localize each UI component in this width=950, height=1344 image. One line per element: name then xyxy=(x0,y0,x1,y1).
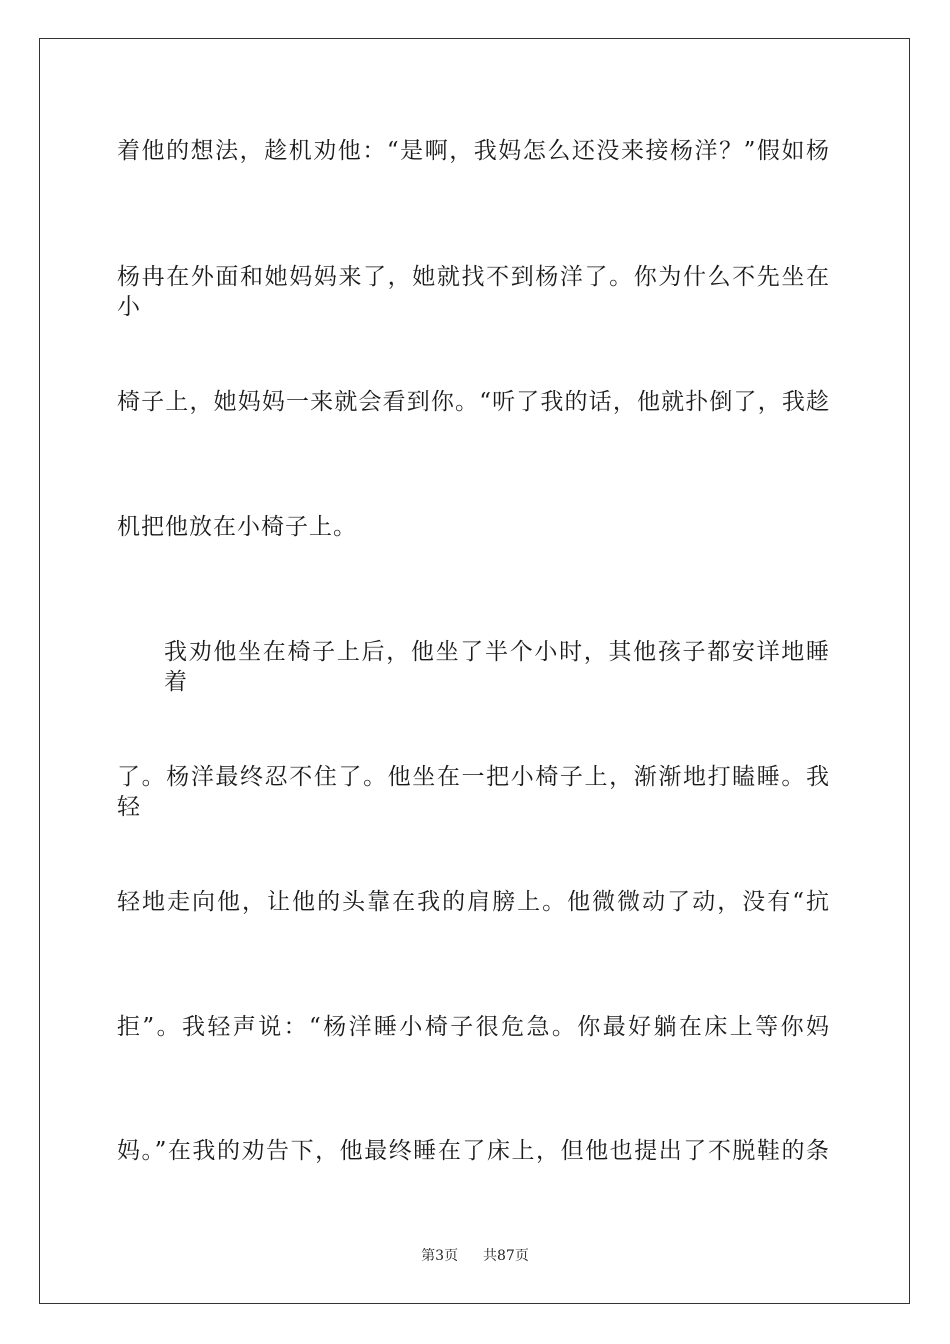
paragraph-line: 轻地走向他，让他的头靠在我的肩膀上。他微微动了动，没有“抗 xyxy=(117,889,830,915)
page-total: 共87页 xyxy=(483,1248,529,1264)
page-footer xyxy=(0,1247,950,1265)
paragraph-line: 机把他放在小椅子上。 xyxy=(117,514,357,540)
paragraph-line: 妈。”在我的劝告下，他最终睡在了床上，但他也提出了不脱鞋的条 xyxy=(117,1138,830,1164)
paragraph-line: 椅子上，她妈妈一来就会看到你。“听了我的话，他就扑倒了，我趁 xyxy=(117,389,830,415)
paragraph-line: 杨冉在外面和她妈妈来了，她就找不到杨洋了。你为什么不先坐在小 xyxy=(117,264,830,320)
paragraph-line-indented: 我劝他坐在椅子上后，他坐了半个小时，其他孩子都安详地睡着 xyxy=(164,639,830,695)
page-number: 第3页 xyxy=(421,1248,459,1264)
paragraph-line: 着他的想法，趁机劝他：“是啊，我妈怎么还没来接杨洋？”假如杨 xyxy=(117,138,830,164)
paragraph-line: 了。杨洋最终忍不住了。他坐在一把小椅子上，渐渐地打瞌睡。我轻 xyxy=(117,764,830,820)
paragraph-line: 拒”。我轻声说：“杨洋睡小椅子很危急。你最好躺在床上等你妈 xyxy=(117,1014,830,1040)
